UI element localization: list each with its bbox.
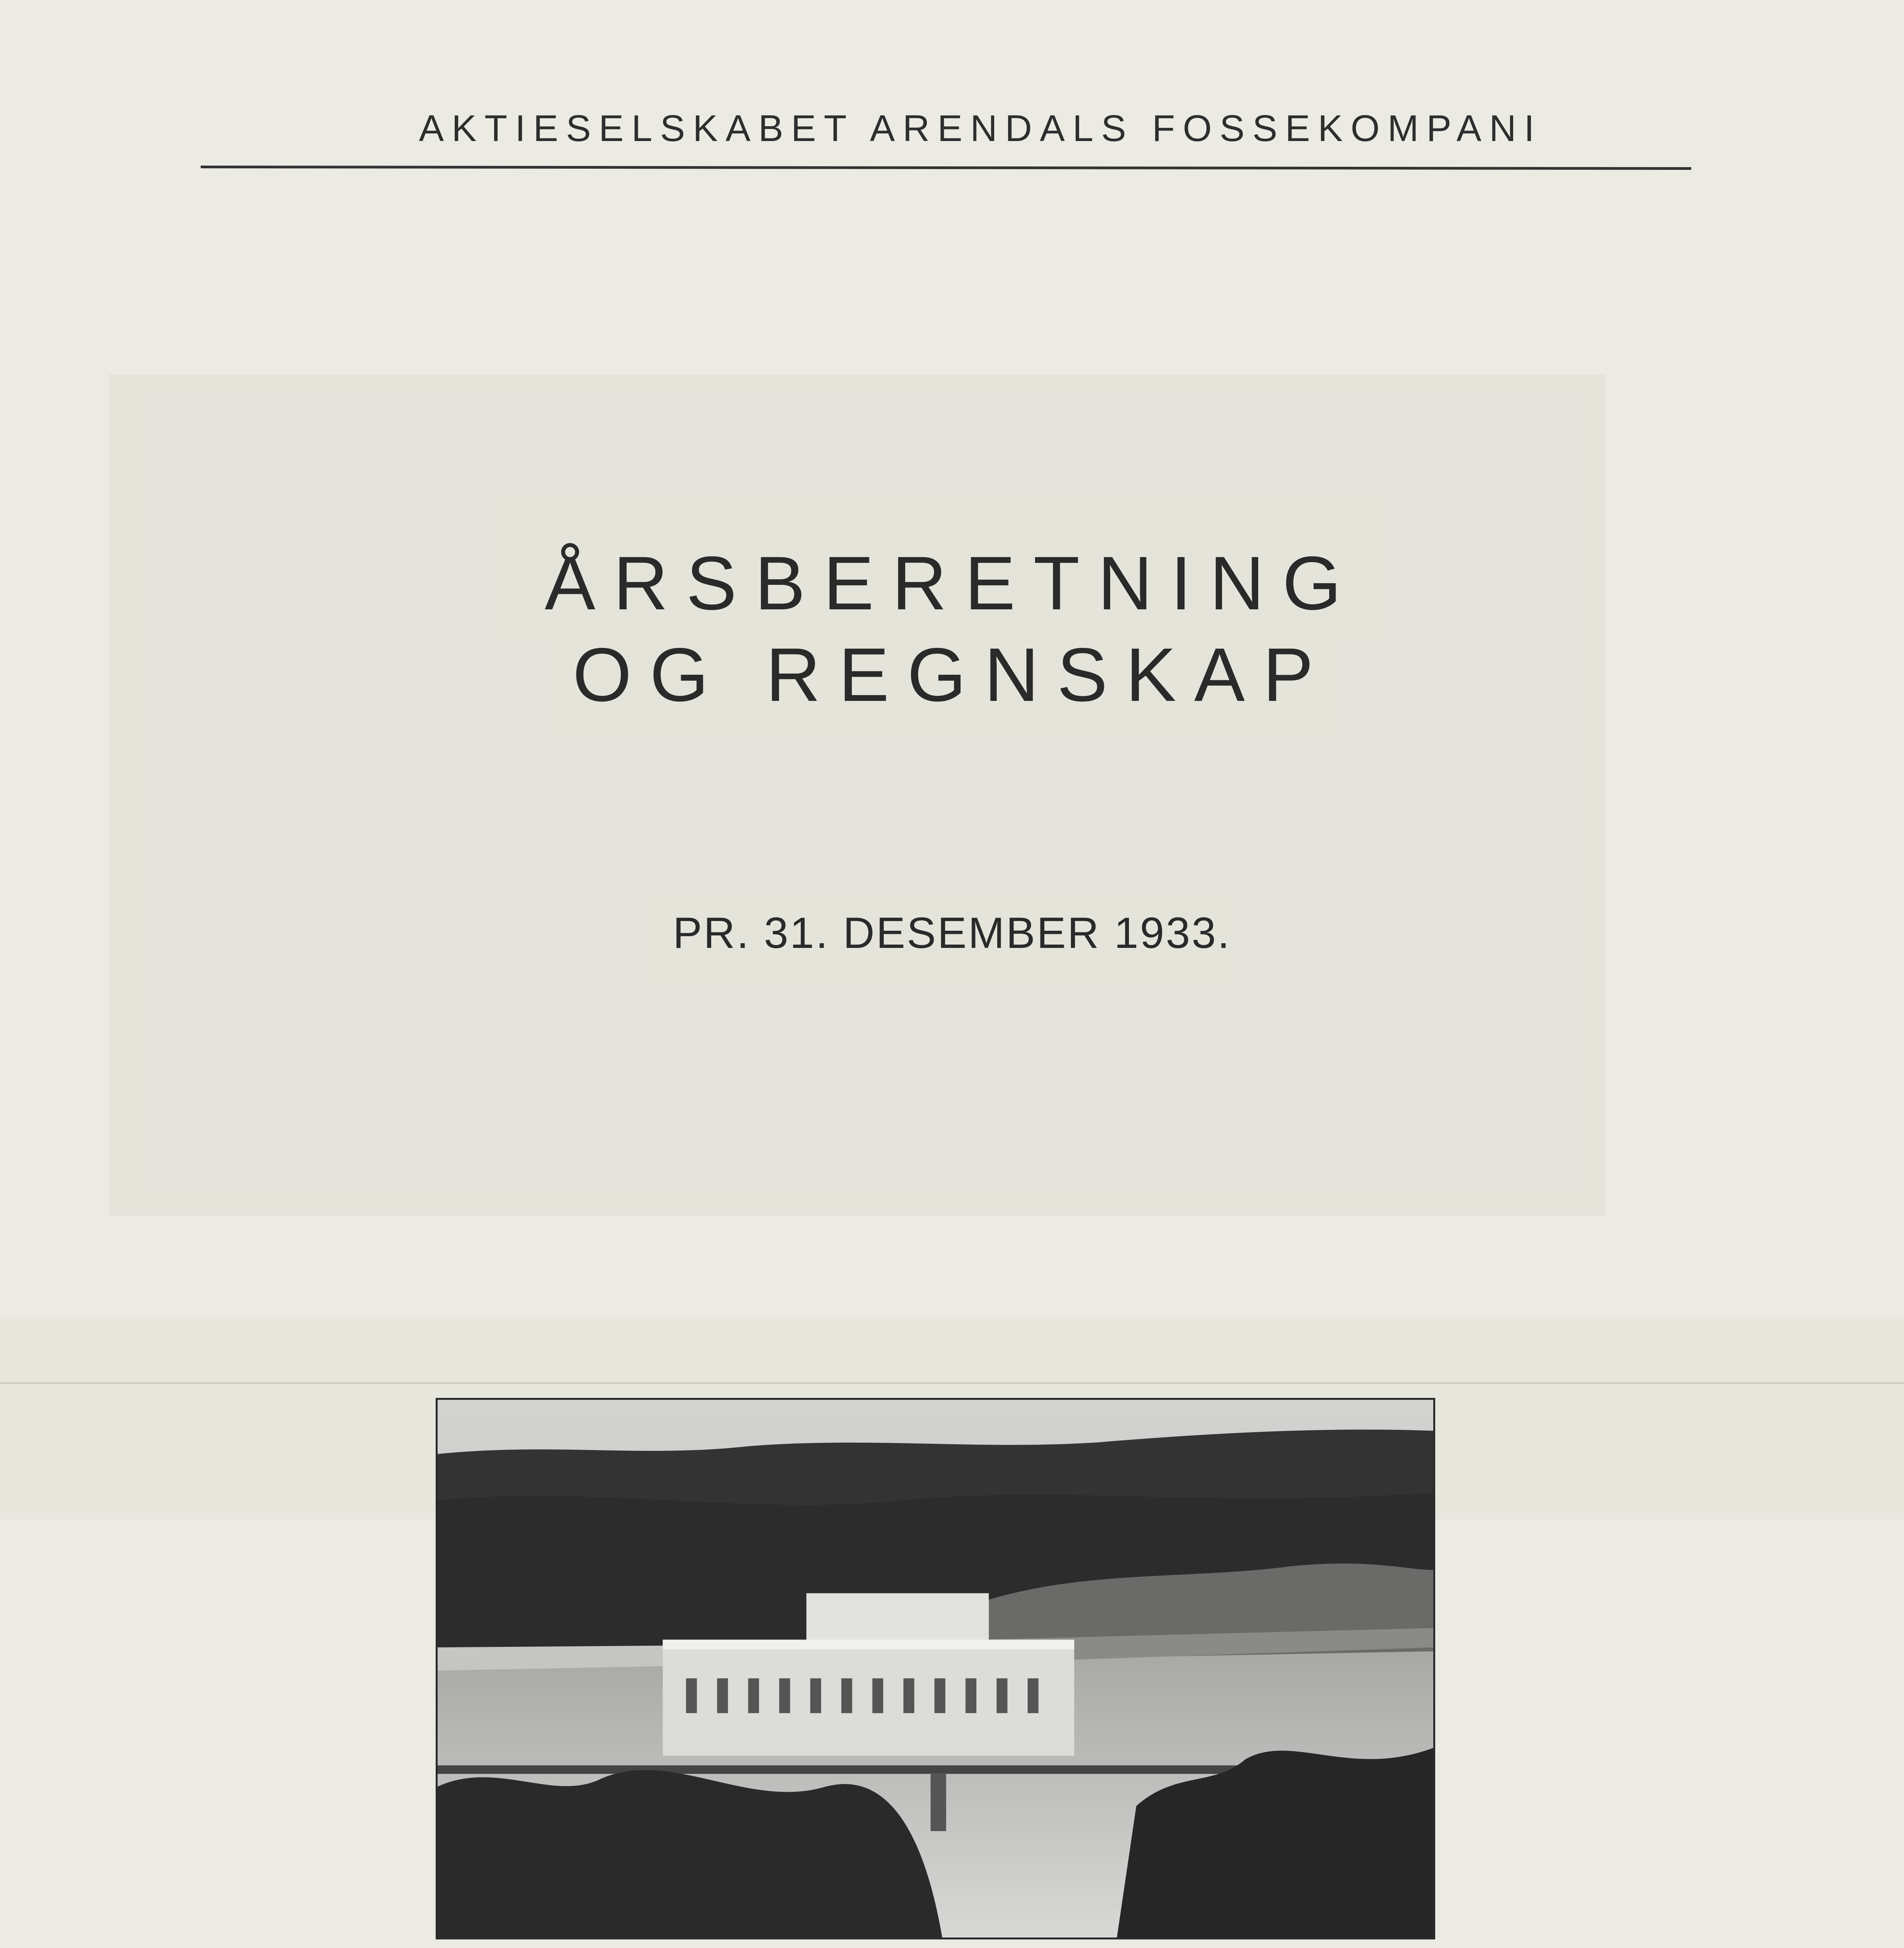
paper-fold-line xyxy=(0,1382,1904,1384)
document-title-line-1: ÅRSBERETNING xyxy=(544,541,1360,626)
header-rule xyxy=(201,166,1691,170)
power-station-photo xyxy=(436,1398,1435,1939)
document-title-line-2: OG REGNSKAP xyxy=(572,632,1332,717)
power-station-illustration xyxy=(438,1400,1433,1937)
company-name: AKTIESELSKABET ARENDALS FOSSEKOMPANI xyxy=(419,108,1542,149)
report-date: PR. 31. DESEMBER 1933. xyxy=(673,909,1231,957)
bleed-through-shading xyxy=(109,374,1606,1216)
